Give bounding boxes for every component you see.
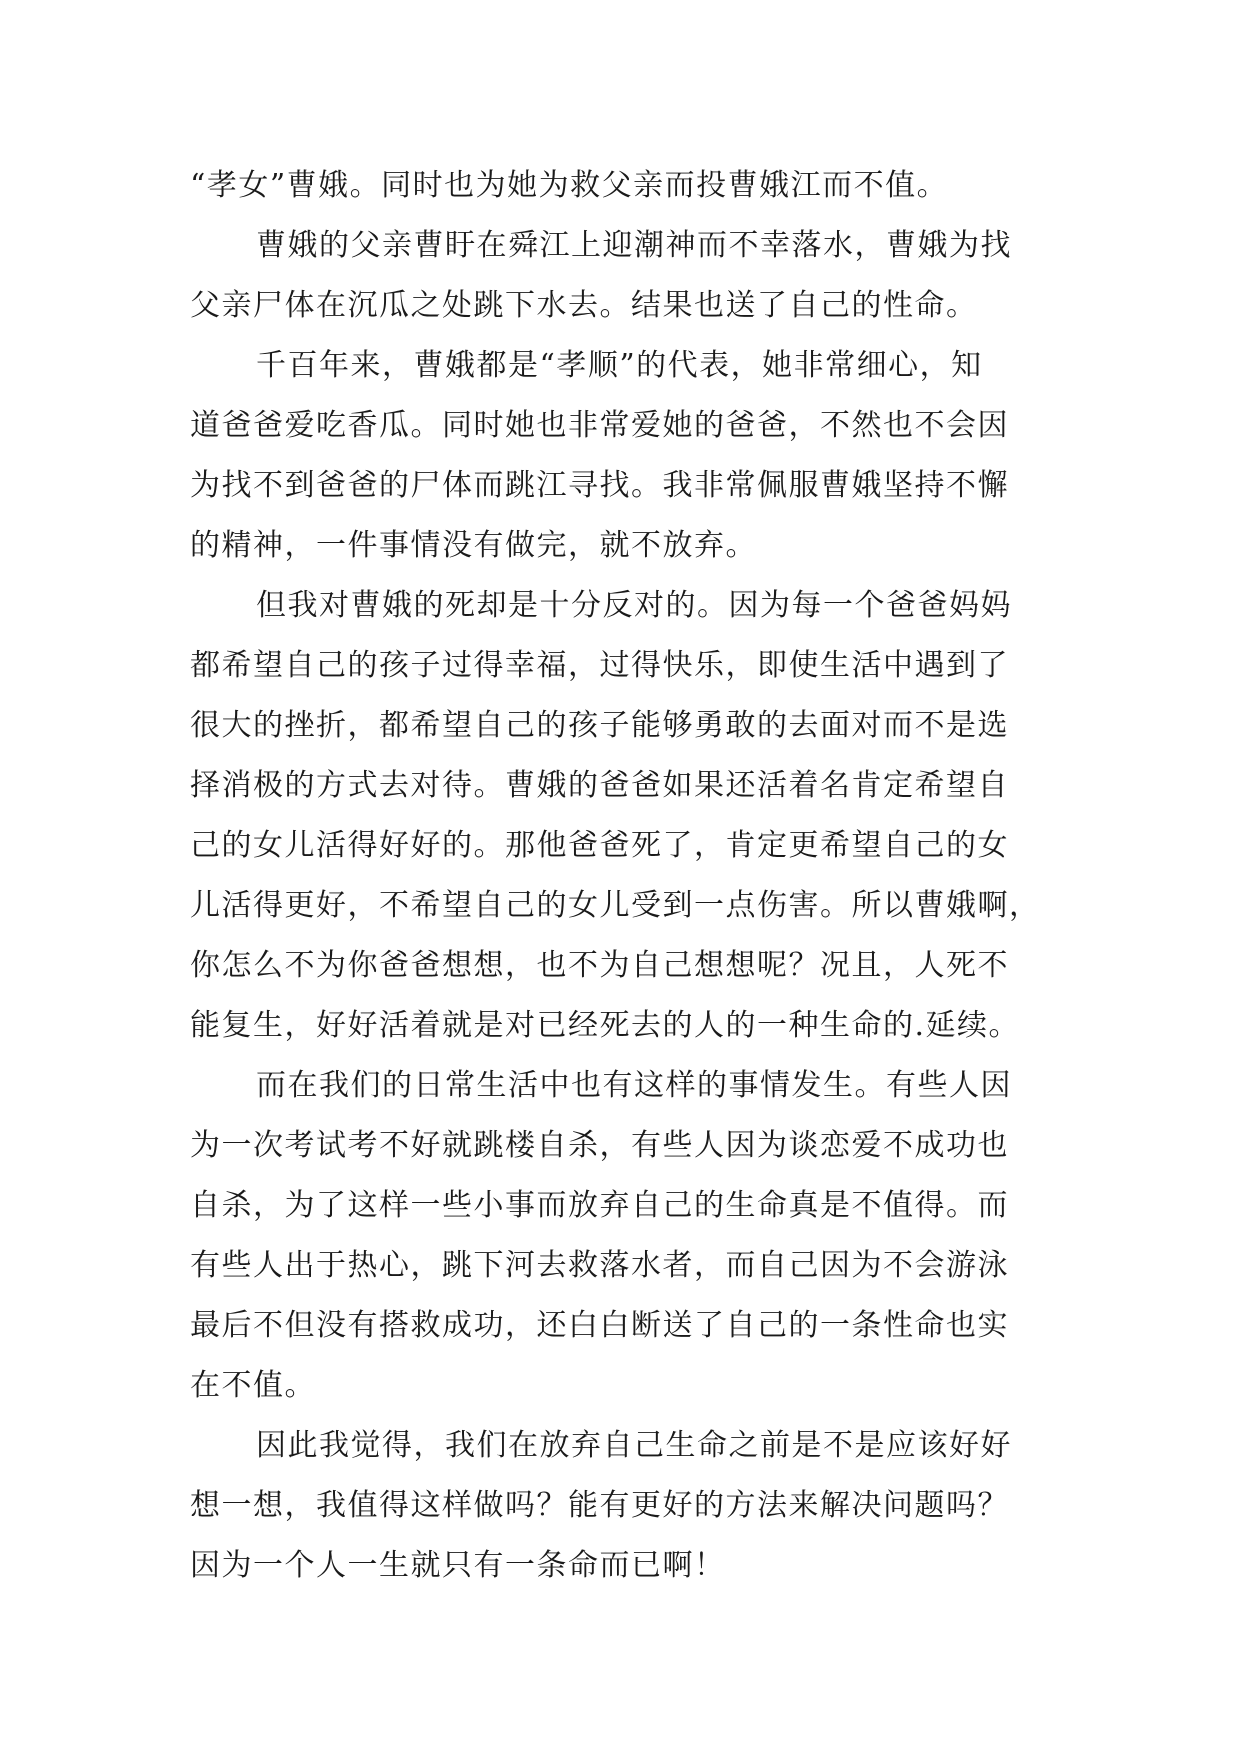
text-line: 你怎么不为你爸爸想想，也不为自己想想呢？况且，人死不 — [190, 948, 1009, 983]
text-line: 在不值。 — [190, 1368, 316, 1403]
text-line: 很大的挫折，都希望自己的孩子能够勇敢的去面对而不是选 — [190, 708, 1009, 743]
text-line: 择消极的方式去对待。曹娥的爸爸如果还活着名肯定希望自 — [190, 768, 1009, 803]
text-line: 最后不但没有搭救成功，还白白断送了自己的一条性命也实 — [190, 1308, 1009, 1343]
paragraph-start-line: 千百年来，曹娥都是“孝顺”的代表，她非常细心，知 — [256, 348, 983, 383]
text-line: 有些人出于热心，跳下河去救落水者，而自己因为不会游泳 — [190, 1248, 1009, 1283]
text-line: 儿活得更好，不希望自己的女儿受到一点伤害。所以曹娥啊， — [190, 888, 1041, 923]
text-line: 都希望自己的孩子过得幸福，过得快乐，即使生活中遇到了 — [190, 648, 1009, 683]
paragraph-start-line: 但我对曹娥的死却是十分反对的。因为每一个爸爸妈妈 — [256, 588, 1012, 623]
paragraph-start-line: 曹娥的父亲曹盱在舜江上迎潮神而不幸落水，曹娥为找 — [256, 228, 1012, 263]
text-line: “孝女”曹娥。同时也为她为救父亲而投曹娥江而不值。 — [190, 168, 949, 203]
text-line: 的精神，一件事情没有做完，就不放弃。 — [190, 528, 757, 563]
text-line: 能复生，好好活着就是对已经死去的人的一种生命的.延续。 — [190, 1008, 1021, 1043]
text-line: 为找不到爸爸的尸体而跳江寻找。我非常佩服曹娥坚持不懈 — [190, 468, 1009, 503]
text-line: 为一次考试考不好就跳楼自杀，有些人因为谈恋爱不成功也 — [190, 1128, 1009, 1163]
text-line: 父亲尸体在沉瓜之处跳下水去。结果也送了自己的性命。 — [190, 288, 978, 323]
paragraph-start-line: 而在我们的日常生活中也有这样的事情发生。有些人因 — [256, 1068, 1012, 1103]
essay-body — [190, 156, 1050, 1596]
text-line: 想一想，我值得这样做吗？能有更好的方法来解决问题吗？ — [190, 1488, 1009, 1523]
text-line: 道爸爸爱吃香瓜。同时她也非常爱她的爸爸，不然也不会因 — [190, 408, 1009, 443]
text-line: 己的女儿活得好好的。那他爸爸死了，肯定更希望自己的女 — [190, 828, 1009, 863]
text-line: 自杀，为了这样一些小事而放弃自己的生命真是不值得。而 — [190, 1188, 1009, 1223]
text-line: 因为一个人一生就只有一条命而已啊！ — [190, 1548, 726, 1583]
paragraph-start-line: 因此我觉得，我们在放弃自己生命之前是不是应该好好 — [256, 1428, 1012, 1463]
